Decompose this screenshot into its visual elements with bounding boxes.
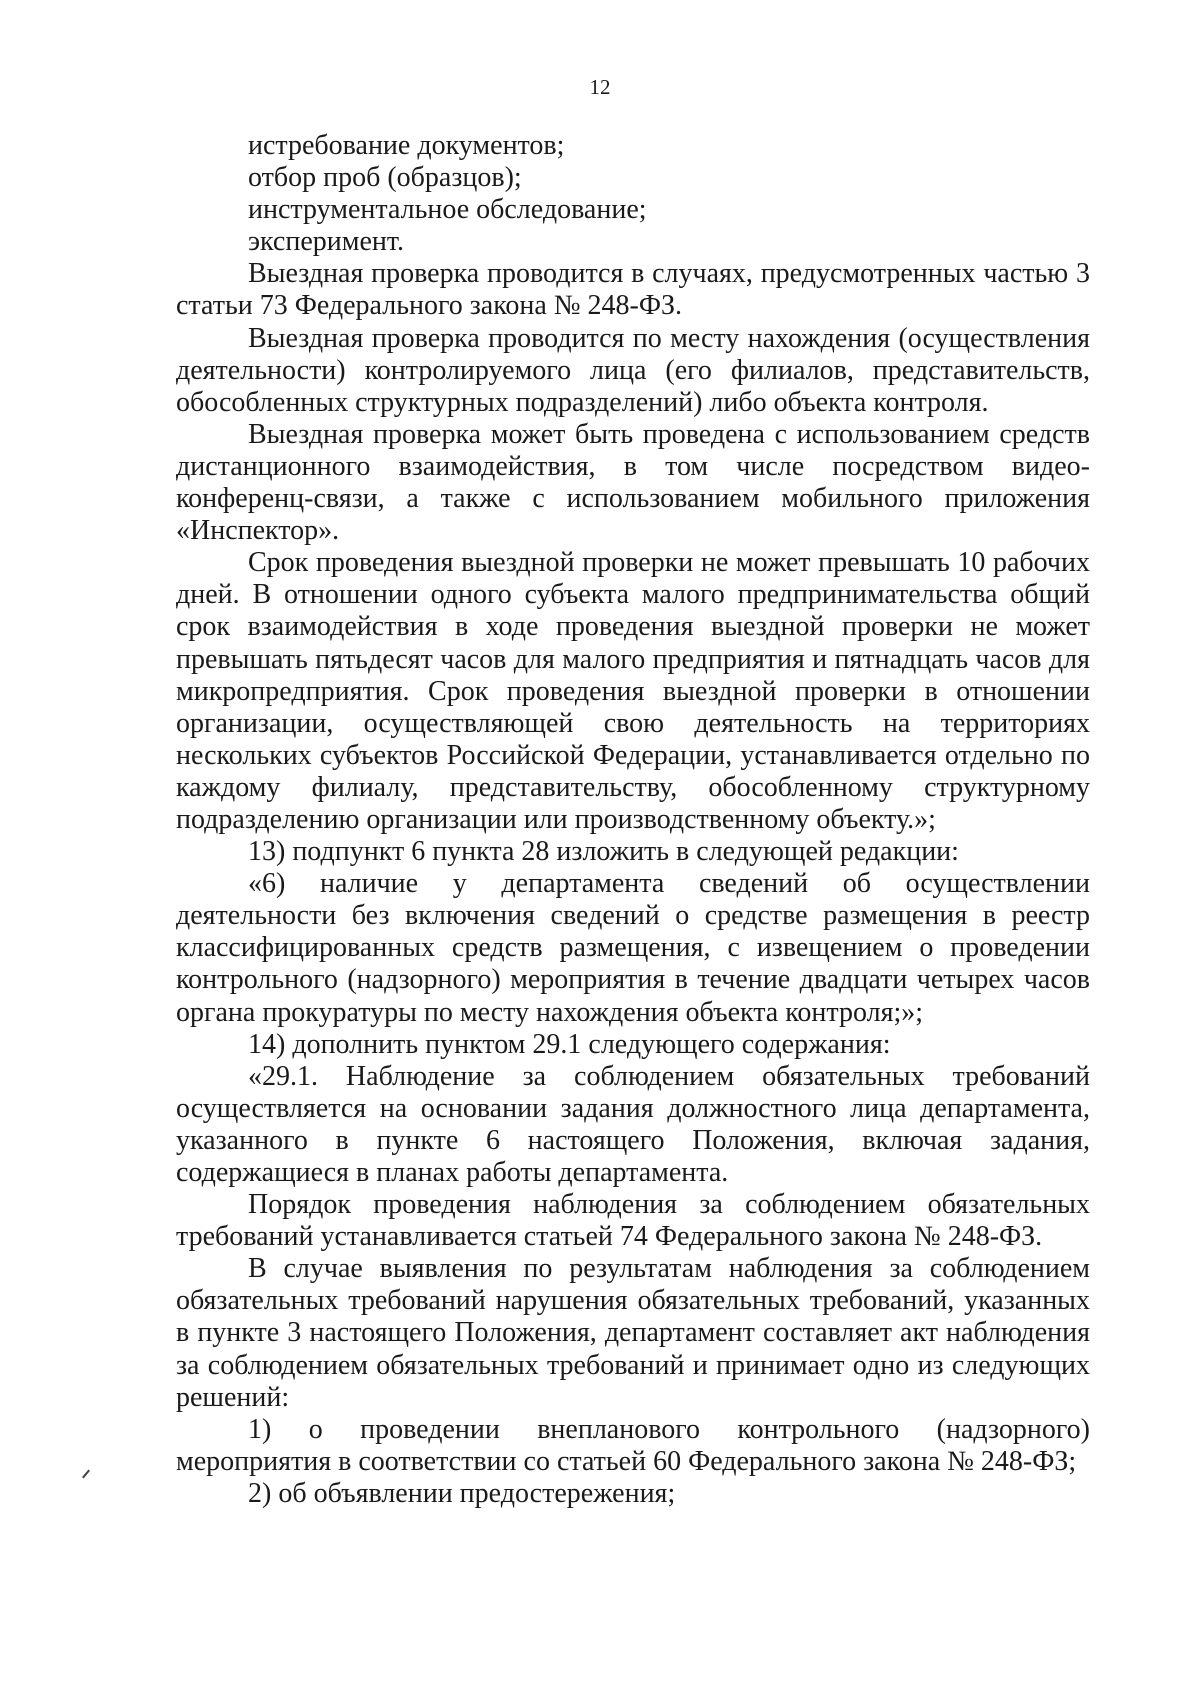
paragraph: 1) о проведении внепланового контрольного (надзорного) мероприятия в соответствии со статьей 60 Федерального закона № 248-ФЗ; bbox=[176, 1413, 1090, 1477]
paragraph: Выездная проверка может быть проведена с использованием средств дистанционного взаимодействия, в том числе посредством видео-конференц-связи, а также с использованием мобильного приложения «Инспектор». bbox=[176, 418, 1090, 547]
paragraph: В случае выявления по результатам наблюдения за соблюдением обязательных требований нарушения обязательных требований, указанных в пункте 3 настоящего Положения, департамент составляет акт наблюдения за соблюдением обязательных требований и принимает одно из следующих решений: bbox=[176, 1253, 1090, 1413]
page-number: 12 bbox=[589, 75, 611, 99]
paragraph: Срок проведения выездной проверки не может превышать 10 рабочих дней. В отношении одного субъекта малого предпринимательства общий срок взаимодействия в ходе проведения выездной проверки не может превышать пятьдесят часов для малого предприятия и пятнадцать часов для микропредприятия. Срок проведения выездной проверки в отношении организации, осуществляющей свою деятельность на территориях нескольких субъектов Российской Федерации, устанавливается отдельно по каждому филиалу, представительству, обособленному структурному подразделению организации или производственному объекту.»; bbox=[176, 547, 1090, 835]
document-body bbox=[176, 130, 1090, 1510]
paragraph: 14) дополнить пунктом 29.1 следующего содержания: bbox=[248, 1028, 891, 1060]
paragraph: Выездная проверка проводится в случаях, предусмотренных частью 3 статьи 73 Федерального закона № 248-ФЗ. bbox=[176, 258, 1090, 322]
paragraph: 13) подпункт 6 пункта 28 изложить в следующей редакции: bbox=[248, 836, 959, 868]
paragraph: «6) наличие у департамента сведений об осуществлении деятельности без включения сведений о средстве размещения в реестр классифицированных средств размещения, с извещением о проведении контрольного (надзорного) мероприятия в течение двадцати четырех часов органа прокуратуры по месту нахождения объекта контроля;»; bbox=[176, 868, 1090, 1028]
paragraph: Порядок проведения наблюдения за соблюдением обязательных требований устанавливается статьей 74 Федерального закона № 248-ФЗ. bbox=[176, 1189, 1090, 1253]
scan-artifact-mark bbox=[82, 1470, 90, 1479]
paragraph: «29.1. Наблюдение за соблюдением обязательных требований осуществляется на основании задания должностного лица департамента, указанного в пункте 6 настоящего Положения, включая задания, содержащиеся в планах работы департамента. bbox=[176, 1060, 1090, 1188]
paragraph: Выездная проверка проводится по месту нахождения (осуществления деятельности) контролируемого лица (его филиалов, представительств, обособленных структурных подразделений) либо объекта контроля. bbox=[176, 322, 1090, 418]
paragraph: 2) об объявлении предостережения; bbox=[248, 1477, 676, 1509]
paragraph: эксперимент. bbox=[248, 226, 405, 258]
paragraph: отбор проб (образцов); bbox=[248, 162, 522, 194]
paragraph: инструментальное обследование; bbox=[248, 194, 647, 226]
paragraph: истребование документов; bbox=[248, 130, 565, 161]
